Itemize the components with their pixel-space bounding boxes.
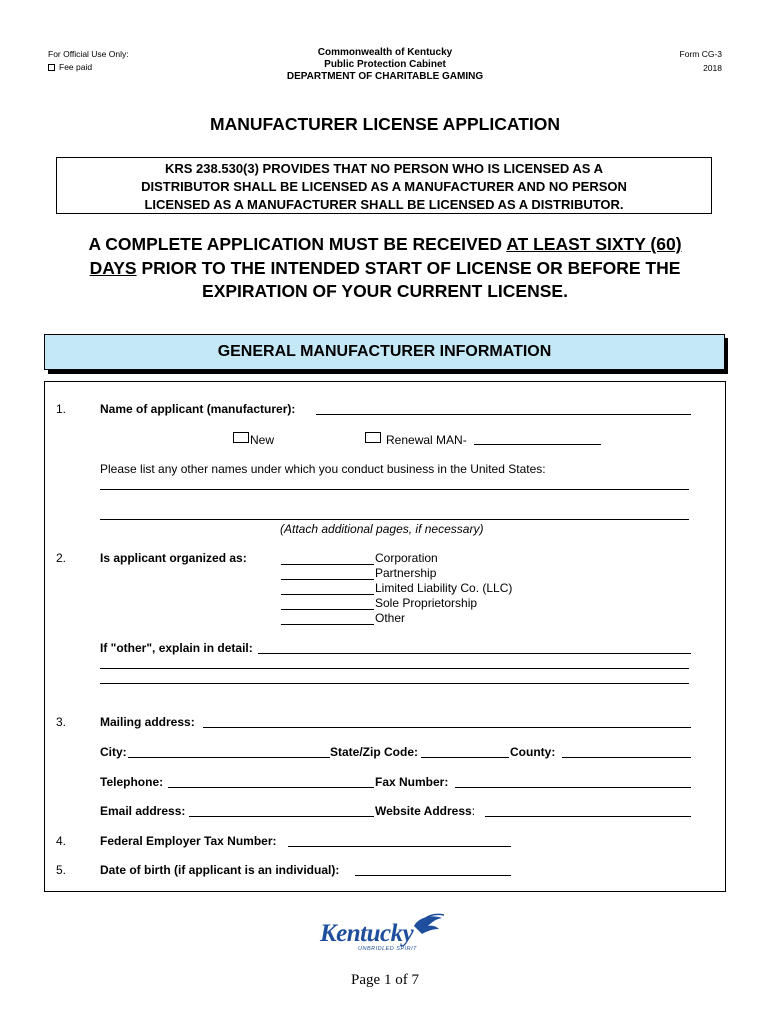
corporation-field[interactable] <box>281 564 374 565</box>
kentucky-logo <box>318 912 450 956</box>
new-label: New <box>250 433 275 447</box>
state-zip-field[interactable] <box>421 757 509 758</box>
form-year: 2018 <box>703 63 722 73</box>
city-field[interactable] <box>128 757 330 758</box>
deadline-notice <box>40 233 730 304</box>
logo-word: Kentucky <box>320 920 414 947</box>
website-field[interactable] <box>485 816 691 817</box>
city-label: City: <box>100 745 127 759</box>
applicant-name-label: Name of applicant (manufacturer): <box>100 402 296 416</box>
other-explain-field-3[interactable] <box>100 683 689 684</box>
section-header: GENERAL MANUFACTURER INFORMATION <box>44 334 725 370</box>
deadline-text-3: DAYS <box>89 257 137 278</box>
official-use-label: For Official Use Only: <box>48 49 129 59</box>
option-other: Other <box>375 611 406 625</box>
deadline-text-5: EXPIRATION OF YOUR CURRENT LICENSE. <box>202 281 568 301</box>
other-explain-label: If "other", explain in detail: <box>100 641 253 655</box>
county-label: County: <box>510 745 556 759</box>
attach-note: (Attach additional pages, if necessary) <box>280 522 484 536</box>
agency-line-1: Commonwealth of Kentucky <box>317 47 453 58</box>
deadline-text-2: AT LEAST SIXTY (60) <box>506 234 682 254</box>
website-label: Website Address <box>375 804 472 818</box>
fee-paid-checkbox[interactable] <box>48 64 55 71</box>
page-number: Page 1 of 7 <box>351 972 419 988</box>
page-title: MANUFACTURER LICENSE APPLICATION <box>210 114 560 134</box>
agency-line-2: Public Protection Cabinet <box>324 59 446 70</box>
fee-paid-row <box>48 62 92 72</box>
dob-label: Date of birth (if applicant is an individual): <box>100 863 340 877</box>
dob-field[interactable] <box>355 875 511 876</box>
other-names-field-1[interactable] <box>100 489 689 490</box>
partnership-field[interactable] <box>281 579 374 580</box>
sole-proprietorship-field[interactable] <box>281 609 374 610</box>
website-colon: : <box>471 804 476 818</box>
q2-number: 2. <box>56 551 67 565</box>
email-label: Email address: <box>100 804 186 818</box>
krs-line-2: DISTRIBUTOR SHALL BE LICENSED AS A MANUFACTURER AND NO PERSON <box>141 179 627 194</box>
applicant-name-field[interactable] <box>316 414 691 415</box>
krs-line-3: LICENSED AS A MANUFACTURER SHALL BE LICENSED AS A DISTRIBUTOR. <box>144 197 624 212</box>
agency-header <box>240 47 530 83</box>
county-field[interactable] <box>562 757 691 758</box>
option-partnership: Partnership <box>375 566 437 580</box>
option-llc: Limited Liability Co. (LLC) <box>375 581 513 595</box>
new-checkbox[interactable] <box>233 432 249 443</box>
q5-number: 5. <box>56 863 67 877</box>
telephone-label: Telephone: <box>100 775 164 789</box>
fax-field[interactable] <box>455 787 691 788</box>
logo-tagline: UNBRIDLED SPIRIT <box>358 946 418 952</box>
llc-field[interactable] <box>281 594 374 595</box>
form-id: Form CG-3 <box>679 49 722 59</box>
other-explain-field-2[interactable] <box>100 668 689 669</box>
fein-label: Federal Employer Tax Number: <box>100 834 277 848</box>
q1-number: 1. <box>56 402 67 416</box>
renewal-label: Renewal MAN- <box>386 433 467 447</box>
fax-label: Fax Number: <box>375 775 449 789</box>
other-names-field-2[interactable] <box>100 519 689 520</box>
state-zip-label: State/Zip Code: <box>330 745 419 759</box>
q3-number: 3. <box>56 715 67 729</box>
agency-line-3: DEPARTMENT OF CHARITABLE GAMING <box>286 71 484 82</box>
q4-number: 4. <box>56 834 67 848</box>
option-corporation: Corporation <box>375 551 438 565</box>
renewal-checkbox[interactable] <box>365 432 381 443</box>
fee-paid-label: Fee paid <box>59 62 93 72</box>
fein-field[interactable] <box>288 846 511 847</box>
option-sole-proprietorship: Sole Proprietorship <box>375 596 478 610</box>
telephone-field[interactable] <box>168 787 374 788</box>
deadline-text-1: A COMPLETE APPLICATION MUST BE RECEIVED <box>88 234 507 254</box>
other-names-label: Please list any other names under which you conduct business in the United States: <box>100 462 546 476</box>
mailing-address-label: Mailing address: <box>100 715 195 729</box>
krs-line-1: KRS 238.530(3) PROVIDES THAT NO PERSON WHO IS LICENSED AS A <box>165 161 603 176</box>
organized-as-label: Is applicant organized as: <box>100 551 247 565</box>
mailing-address-field[interactable] <box>203 727 691 728</box>
email-field[interactable] <box>189 816 374 817</box>
other-field[interactable] <box>281 624 374 625</box>
renewal-license-field[interactable] <box>474 444 601 445</box>
krs-notice-box <box>56 157 712 214</box>
website-label-row <box>375 804 475 818</box>
other-explain-field-1[interactable] <box>258 653 691 654</box>
deadline-text-4: PRIOR TO THE INTENDED START OF LICENSE OR BEFORE THE <box>136 257 681 278</box>
